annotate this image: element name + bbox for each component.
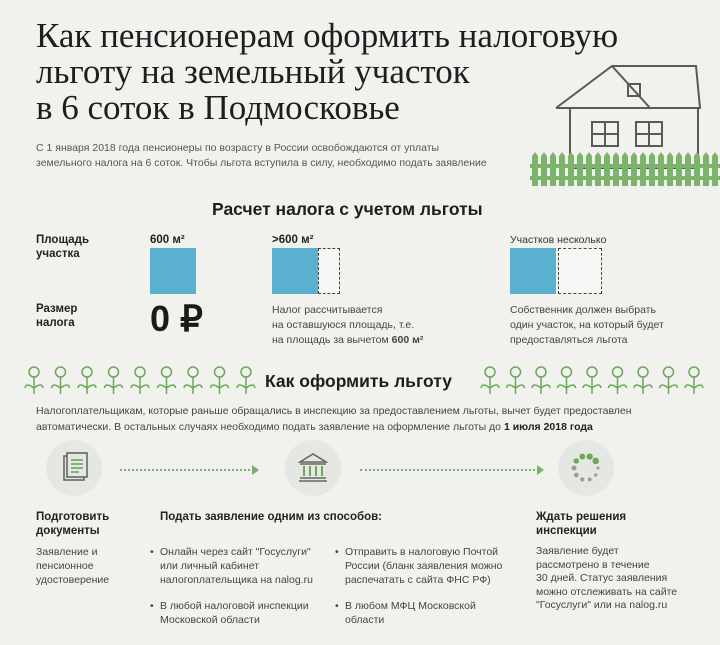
- step1-circle: [46, 440, 102, 496]
- step3-title: [536, 510, 626, 538]
- fence-picket: [613, 152, 619, 186]
- flower-icon: [184, 367, 202, 394]
- flower-icon: [609, 367, 627, 394]
- flower-icon: [481, 367, 499, 394]
- fence-picket: [541, 152, 547, 186]
- col2-text-bold: 600 м²: [391, 334, 424, 346]
- spinner-dot: [574, 458, 579, 463]
- flower-icon: [131, 367, 149, 394]
- fence-icon: [530, 150, 720, 186]
- step3-text-line-3: 30 дней. Статус заявления: [536, 572, 668, 584]
- tax-label-line-1: Размер: [36, 303, 78, 315]
- fence-picket: [559, 152, 565, 186]
- flower-icon: [78, 367, 96, 394]
- bank-building-icon: [285, 440, 341, 496]
- col3-text-line-2: один участок, на который будет: [510, 319, 664, 331]
- document-icon: [46, 440, 102, 496]
- flower-icon: [52, 367, 70, 394]
- step1-text: [36, 545, 109, 587]
- step1-title: [36, 510, 109, 538]
- title-line-1: Как пенсионерам оформить налоговую: [36, 16, 619, 55]
- howto-heading: Как оформить льготу: [265, 371, 452, 391]
- plot-square-base: [272, 248, 318, 294]
- howto-text: [36, 403, 696, 435]
- fence-picket: [586, 152, 592, 186]
- loading-icon: [558, 440, 614, 496]
- deadline: 1 июля 2018 года: [503, 421, 593, 433]
- col1-head: 600 м²: [150, 234, 185, 246]
- way-online: [160, 545, 313, 587]
- fence-picket: [676, 152, 682, 186]
- col3-text-line-3: предоставляться льгота: [510, 334, 628, 346]
- intro-line-1: С 1 января 2018 года пенсионеры по возрасту в России освобождаются от уплаты: [36, 142, 440, 154]
- flow-dots-1: [120, 469, 250, 471]
- flow-arrow-2: [537, 465, 544, 475]
- plot-square-extra: [318, 248, 340, 294]
- flower-icon: [532, 367, 550, 394]
- plot-square-600: [150, 248, 196, 294]
- col2-text-line-3-main: на площадь за вычетом: [272, 334, 392, 346]
- tax-label: [36, 302, 77, 330]
- flower-row-right: [480, 362, 708, 396]
- fence-picket: [604, 152, 610, 186]
- fence-picket: [658, 152, 664, 186]
- spinner-dot: [588, 478, 592, 482]
- area-label-line-1: Площадь: [36, 234, 90, 246]
- fence-picket: [649, 152, 655, 186]
- fence-picket: [595, 152, 601, 186]
- flower-icon: [25, 367, 43, 394]
- fence-picket: [703, 152, 709, 186]
- step3-text-line-4: можно отслеживать на сайте: [536, 585, 678, 598]
- step1-text-line-1: Заявление и: [36, 546, 98, 558]
- title-line-2: льготу на земельный участок: [36, 52, 470, 91]
- plot-square-first: [510, 248, 556, 294]
- fence-picket: [577, 152, 583, 186]
- flow-arrow-1: [252, 465, 259, 475]
- way-post-line-2: России (бланк заявления можно: [345, 560, 503, 572]
- way-post-line-1: • Отправить в налоговую Почтой: [345, 546, 499, 558]
- tax-label-line-2: налога: [36, 317, 75, 329]
- fence-picket: [640, 152, 646, 186]
- fence-picket: [712, 152, 718, 186]
- flower-icon: [634, 367, 652, 394]
- fence-picket: [685, 152, 691, 186]
- calc-heading: Расчет налога с учетом льготы: [212, 199, 483, 219]
- step1-title-line-2: документы: [36, 525, 100, 537]
- spinner-dot: [572, 466, 577, 471]
- area-label-line-2: участка: [36, 248, 80, 260]
- flower-icon: [237, 367, 255, 394]
- way-mfc: [345, 599, 476, 627]
- way-online-line-3: налогоплательщика на nalog.ru: [160, 574, 313, 586]
- col2-head: >600 м²: [272, 234, 314, 246]
- spinner-dot: [587, 453, 593, 459]
- area-label: [36, 233, 89, 261]
- spinner-dot: [597, 467, 600, 470]
- col2-text-line-2: на оставшуюся площадь, т.е.: [272, 319, 415, 331]
- howto-text-line-2-main: автоматически. В остальных случаях необходимо подать заявление на оформление льготы до: [36, 421, 504, 433]
- step2-title: Подать заявление одним из способов:: [160, 511, 383, 523]
- flower-icon: [158, 367, 176, 394]
- way-inspection: [160, 599, 309, 627]
- zero-tax-value: 0 ₽: [150, 298, 203, 339]
- title-line-3: в 6 соток в Подмосковье: [36, 88, 400, 127]
- col3-text: [510, 303, 664, 348]
- step1-text-line-2: пенсионное: [36, 560, 94, 572]
- fence-picket: [631, 152, 637, 186]
- flow-dots-2: [360, 469, 535, 471]
- spinner-dot: [594, 473, 597, 476]
- plot-square-second: [558, 248, 602, 294]
- step3-text: [536, 545, 677, 613]
- flower-icon: [583, 367, 601, 394]
- col2-text-line-1: Налог рассчитывается: [272, 304, 383, 316]
- step1-title-line-1: Подготовить: [36, 511, 110, 523]
- col2-text-line-3: [272, 333, 423, 348]
- way-online-line-2: или личный кабинет: [160, 560, 260, 572]
- flower-icon: [558, 367, 576, 394]
- fence-picket: [667, 152, 673, 186]
- way-post: [345, 545, 502, 587]
- fence-picket: [622, 152, 628, 186]
- step3-circle: [558, 440, 614, 496]
- spinner-dot: [592, 458, 599, 465]
- col3-head: Участков несколько: [510, 234, 607, 246]
- way-inspection-line-2: Московской области: [160, 614, 260, 626]
- fence-picket: [694, 152, 700, 186]
- way-post-line-3: распечатать с сайта ФНС РФ): [345, 574, 491, 586]
- step2-circle: [285, 440, 341, 496]
- way-online-line-1: • Онлайн через сайт "Госуслуги": [160, 546, 311, 558]
- flower-icon: [211, 367, 229, 394]
- intro-line-2: земельного налога на 6 соток. Чтобы льгота вступила в силу, необходимо подать заявление: [36, 157, 487, 169]
- col3-text-line-1: Собственник должен выбрать: [510, 304, 656, 316]
- col2-text: [272, 303, 423, 348]
- spinner-dot: [579, 454, 585, 460]
- fence-picket: [550, 152, 556, 186]
- flower-icon: [685, 367, 703, 394]
- intro-text: [36, 141, 536, 171]
- step3-text-line-1: Заявление будет: [536, 545, 619, 557]
- howto-text-line-2: [36, 419, 696, 435]
- way-inspection-line-1: • В любой налоговой инспекции: [160, 600, 309, 612]
- fence-picket: [568, 152, 574, 186]
- spinner-dot: [574, 473, 579, 478]
- flower-row-left: [22, 362, 258, 396]
- spinner-dot: [580, 477, 584, 481]
- step3-text-line-2: рассмотрено в течение: [536, 558, 650, 571]
- flower-icon: [105, 367, 123, 394]
- step3-text-line-5: "Госуслуги" или на nalog.ru: [536, 599, 668, 611]
- flower-icon: [660, 367, 678, 394]
- flower-icon: [507, 367, 525, 394]
- howto-text-line-1: Налогоплательщикам, которые раньше обращались в инспекцию за предоставлением льготы, вычет будет предоставлен: [36, 405, 632, 417]
- step1-text-line-3: удостоверение: [36, 574, 110, 586]
- way-mfc-line-1: • В любом МФЦ Московской: [345, 600, 476, 612]
- step3-title-line-2: инспекции: [536, 525, 597, 537]
- way-mfc-line-2: области: [345, 614, 385, 626]
- step3-title-line-1: Ждать решения: [536, 511, 627, 523]
